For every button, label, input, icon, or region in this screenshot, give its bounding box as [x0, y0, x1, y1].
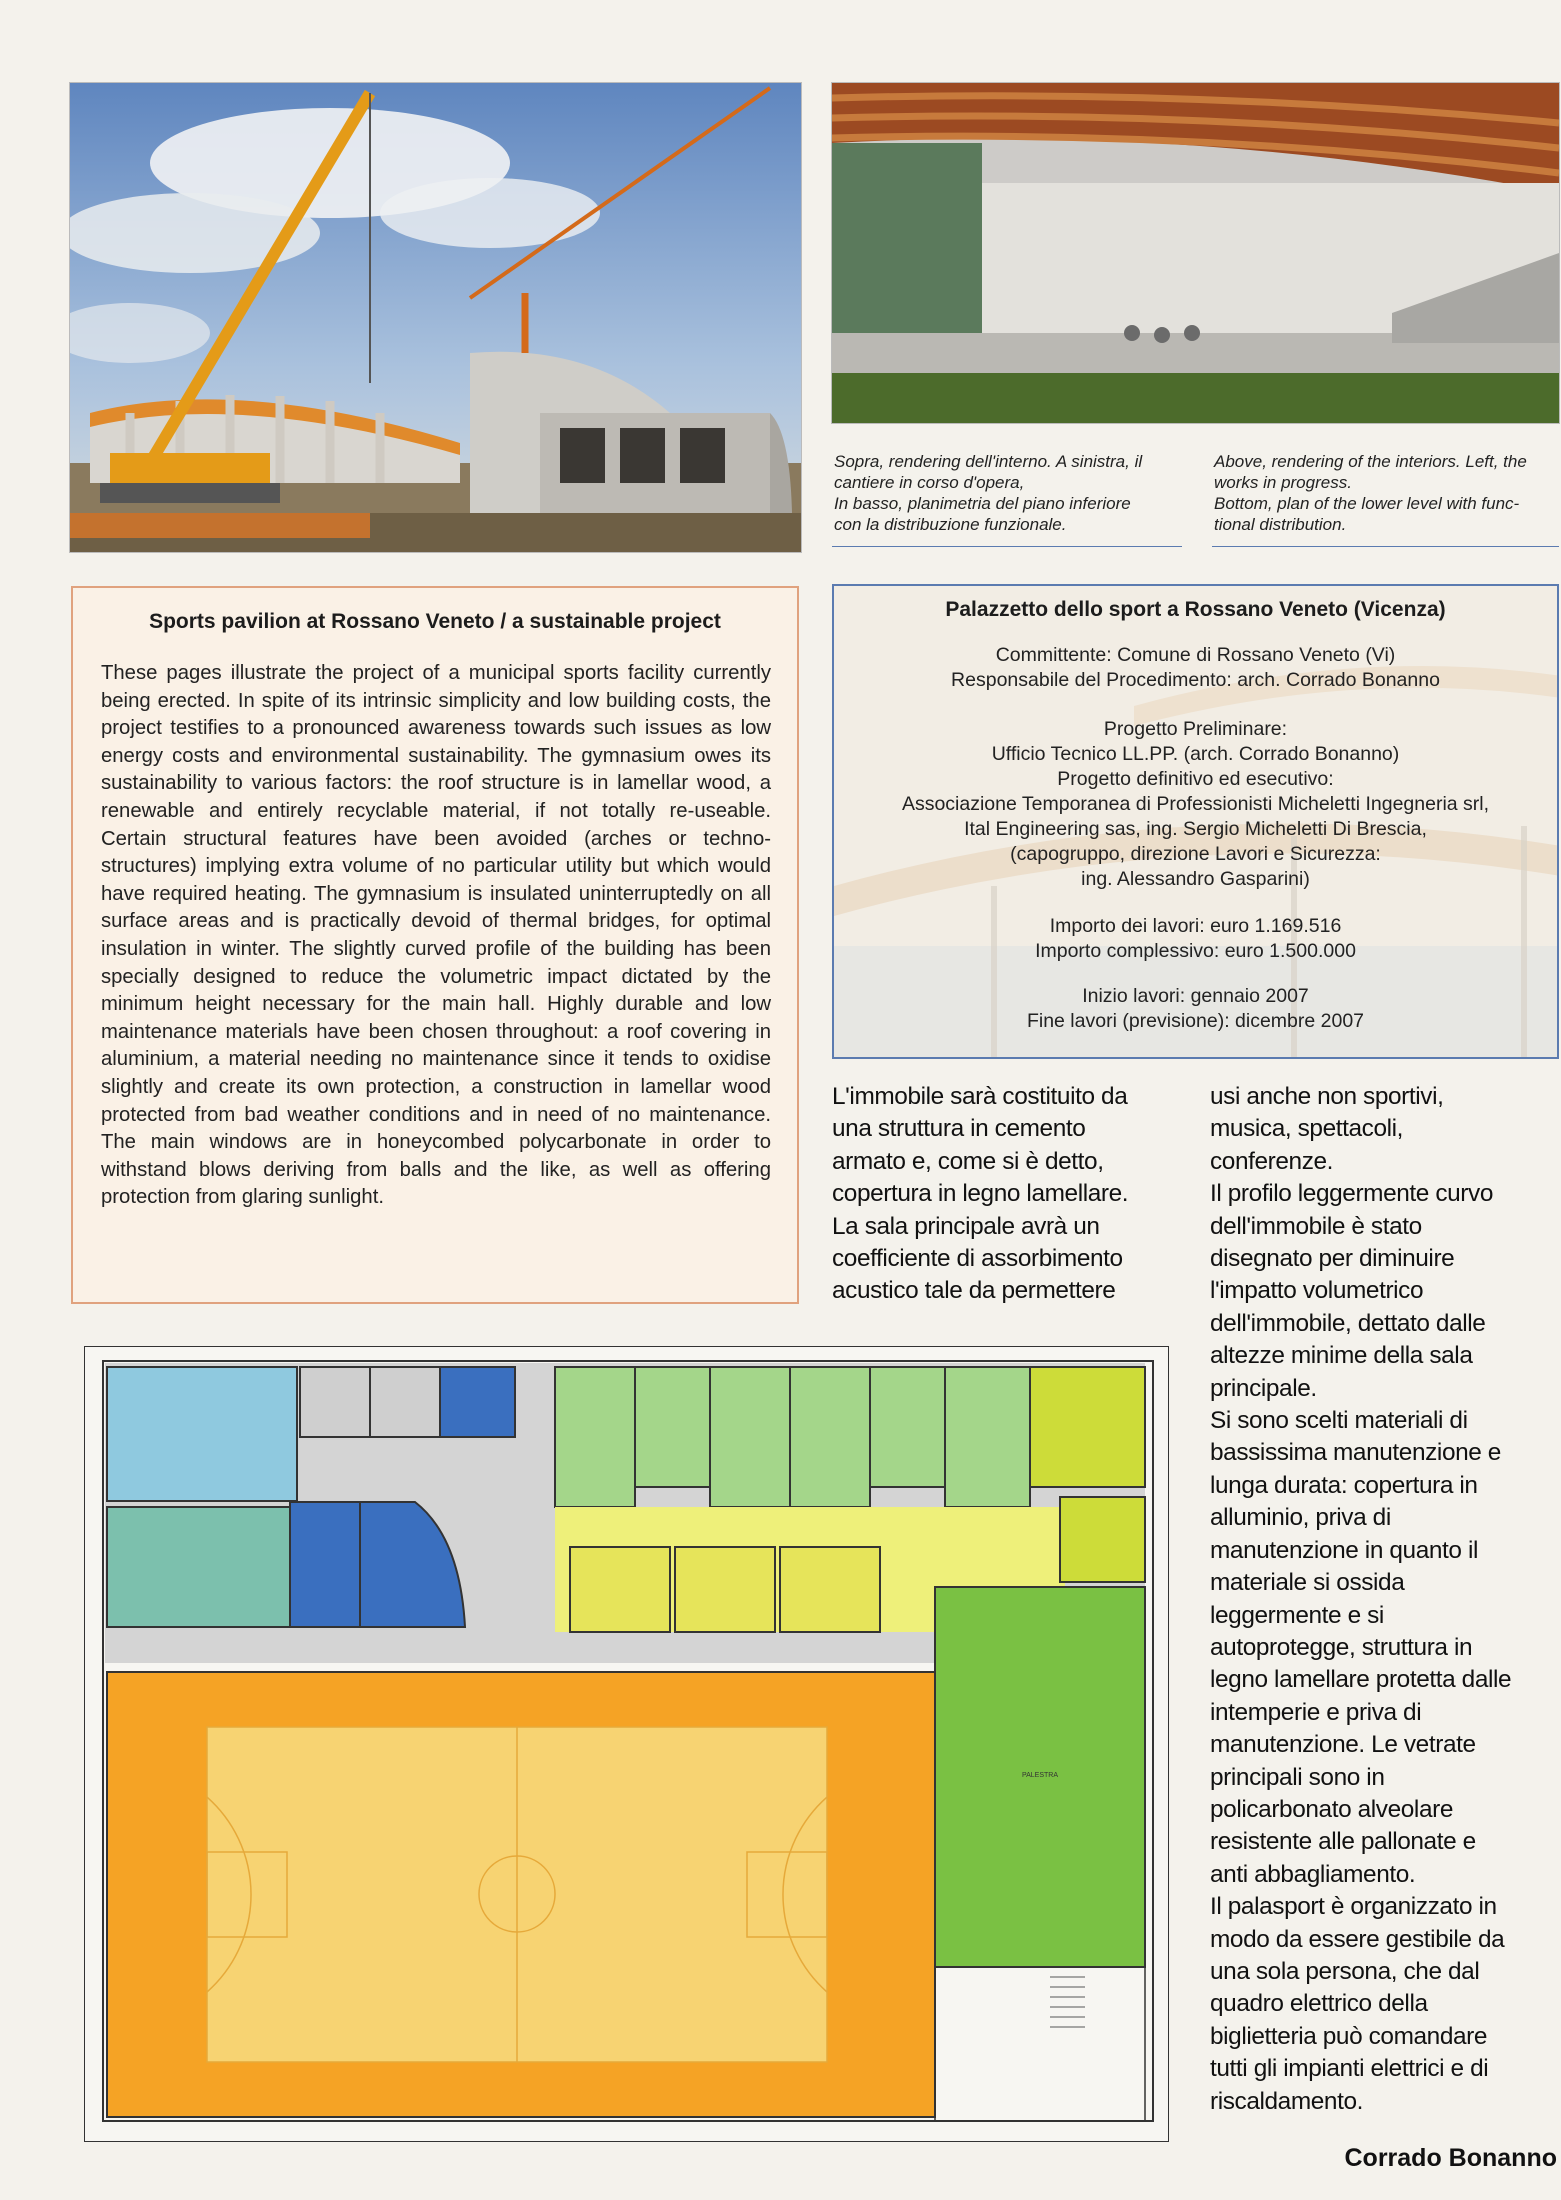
credits-title: Palazzetto dello sport a Rossano Veneto (Vicenza) — [945, 598, 1446, 621]
text-line: conferenze. — [1210, 1147, 1334, 1175]
italian-text-column-2 — [1210, 1081, 1561, 2118]
caption-divider — [832, 546, 1182, 547]
text-line: coefficiente di assorbimento — [832, 1245, 1123, 1273]
credits-line: Ufficio Tecnico LL.PP. (arch. Corrado Bonanno) — [991, 743, 1400, 765]
text-line: legno lamellare protetta dalle — [1210, 1666, 1512, 1694]
credits-list — [834, 643, 1557, 1034]
caption-line: cantiere in corso d'opera, — [834, 473, 1025, 492]
text-line: altezze minime della sala — [1210, 1342, 1473, 1370]
text-line: una struttura in cemento — [832, 1115, 1086, 1143]
text-line: modo da essere gestibile da — [1210, 1925, 1505, 1953]
text-line: leggermente e si — [1210, 1601, 1384, 1629]
text-line: biglietteria può comandare — [1210, 2022, 1488, 2050]
text-line: armato e, come si è detto, — [832, 1147, 1104, 1175]
caption-line: Above, rendering of the interiors. Left, the — [1214, 452, 1527, 471]
credits-cost-group — [834, 914, 1557, 964]
text-line: Si sono scelti materiali di — [1210, 1407, 1468, 1435]
text-line: principali sono in — [1210, 1763, 1385, 1791]
caption-line: In basso, planimetria del piano inferiore — [834, 494, 1131, 513]
english-summary-title: Sports pavilion at Rossano Veneto / a sustainable project — [149, 610, 721, 633]
text-line: manutenzione. Le vetrate — [1210, 1731, 1476, 1759]
english-summary-body — [101, 660, 771, 1212]
text-line: riscaldamento. — [1210, 2087, 1364, 2115]
text-line: l'impatto volumetrico — [1210, 1277, 1424, 1305]
caption-line: works in progress. — [1214, 473, 1352, 492]
credits-client-group — [834, 643, 1557, 693]
text-line: lunga durata: copertura in — [1210, 1471, 1478, 1499]
credits-line: Fine lavori (previsione): dicembre 2007 — [1026, 1010, 1365, 1032]
credits-dates-group — [834, 984, 1557, 1034]
text-line: intemperie e priva di — [1210, 1698, 1422, 1726]
text-line: Il profilo leggermente curvo — [1210, 1180, 1493, 1208]
caption-line: Sopra, rendering dell'interno. A sinistra, il — [834, 452, 1143, 471]
text-line: disegnato per diminuire — [1210, 1245, 1455, 1273]
credits-line: Associazione Temporanea di Professionisti Micheletti Ingegneria srl, — [901, 793, 1490, 815]
caption-english — [1214, 451, 1560, 535]
credits-line: Progetto definitivo ed esecutivo: — [1057, 768, 1334, 790]
author-signature: Corrado Bonanno — [1344, 2144, 1557, 2172]
floor-plan-drawing — [85, 1347, 1168, 2141]
caption-line: Bottom, plan of the lower level with func- — [1214, 494, 1520, 513]
text-line: manutenzione in quanto il — [1210, 1536, 1478, 1564]
construction-site-photo — [69, 82, 802, 553]
text-line: Il palasport è organizzato in — [1210, 1893, 1497, 1921]
credits-line: (capogruppo, direzione Lavori e Sicurezza: — [1010, 843, 1381, 865]
gym-label: PALESTRA — [1021, 1772, 1059, 1779]
interior-rendering — [831, 82, 1560, 424]
project-credits-box — [832, 584, 1559, 1059]
text-line: bassissima manutenzione e — [1210, 1439, 1501, 1467]
english-summary-box — [71, 586, 799, 1304]
text-line: La sala principale avrà un — [832, 1212, 1100, 1240]
text-line: resistente alle pallonate e — [1210, 1828, 1476, 1856]
credits-line: Progetto Preliminare: — [1103, 718, 1288, 740]
credits-line: ing. Alessandro Gasparini) — [1081, 868, 1310, 890]
caption-divider — [1212, 546, 1559, 547]
italian-text-column-1 — [832, 1081, 1192, 1308]
credits-line: Committente: Comune di Rossano Veneto (Vi) — [995, 644, 1396, 666]
text-line: una sola persona, che dal — [1210, 1957, 1480, 1985]
floor-plan — [84, 1346, 1169, 2142]
credits-line: Ital Engineering sas, ing. Sergio Micheletti Di Brescia, — [964, 818, 1427, 840]
credits-line: Importo complessivo: euro 1.500.000 — [1035, 940, 1356, 962]
credits-design-group — [834, 717, 1557, 892]
text-line: acustico tale da permettere — [832, 1277, 1116, 1305]
text-line: dell'immobile è stato — [1210, 1212, 1422, 1240]
text-line: autoprotegge, struttura in — [1210, 1633, 1473, 1661]
caption-line: tional distribution. — [1214, 515, 1347, 534]
text-line: alluminio, priva di — [1210, 1504, 1391, 1532]
text-line: dell'immobile, dettato dalle — [1210, 1309, 1486, 1337]
text-line: musica, spettacoli, — [1210, 1115, 1404, 1143]
text-line: materiale si ossida — [1210, 1569, 1405, 1597]
text-line: tutti gli impianti elettrici e di — [1210, 2055, 1489, 2083]
text-line: quadro elettrico della — [1210, 1990, 1428, 2018]
caption-line: con la distribuzione funzionale. — [834, 515, 1067, 534]
credits-line: Responsabile del Procedimento: arch. Corrado Bonanno — [951, 669, 1440, 691]
caption-italian — [834, 451, 1184, 535]
text-line: principale. — [1210, 1374, 1317, 1402]
text-line: anti abbagliamento. — [1210, 1860, 1416, 1888]
text-line: usi anche non sportivi, — [1210, 1083, 1444, 1110]
text-line: L'immobile sarà costituito da — [832, 1083, 1128, 1110]
text-line: policarbonato alveolare — [1210, 1795, 1454, 1823]
english-summary-text: These pages illustrate the project of a municipal sports facility currently being erected. In spite of its intrinsic simplicity and low building costs, the project testifies to a pronounced awareness towards such issues as low energy costs and environmental sustainability. The gymnasium owes its sustainability to various factors: the roof structure is in lamellar wood, a renewable and entirely recyclable material, if not totally re-useable. Certain structural features have been avoided (arches or techno-structures) implying extra volume of no particular utility but which would have required heating. The gymnasium is insulated uninterruptedly on all surface areas and is practically devoid of thermal bridges, for optimal insulation in winter. The slightly curved profile of the building has been specially designed to reduce the volumetric impact dictated by the minimum height necessary for the main hall. Highly durable and low maintenance materials have been chosen throughout: a roof covering in aluminium, a material needing no maintenance since it tends to oxidise slightly and create its own protection, a construction in lamellar wood protected from bad weather conditions and in need of no maintenance. The main windows are in honeycombed polycarbonate in order to withstand blows deriving from balls and the like, as well as offering protection from glaring sunlight. — [101, 662, 771, 1209]
text-line: copertura in legno lamellare. — [832, 1180, 1129, 1208]
credits-line: Inizio lavori: gennaio 2007 — [1082, 985, 1309, 1007]
credits-line: Importo dei lavori: euro 1.169.516 — [1049, 915, 1342, 937]
